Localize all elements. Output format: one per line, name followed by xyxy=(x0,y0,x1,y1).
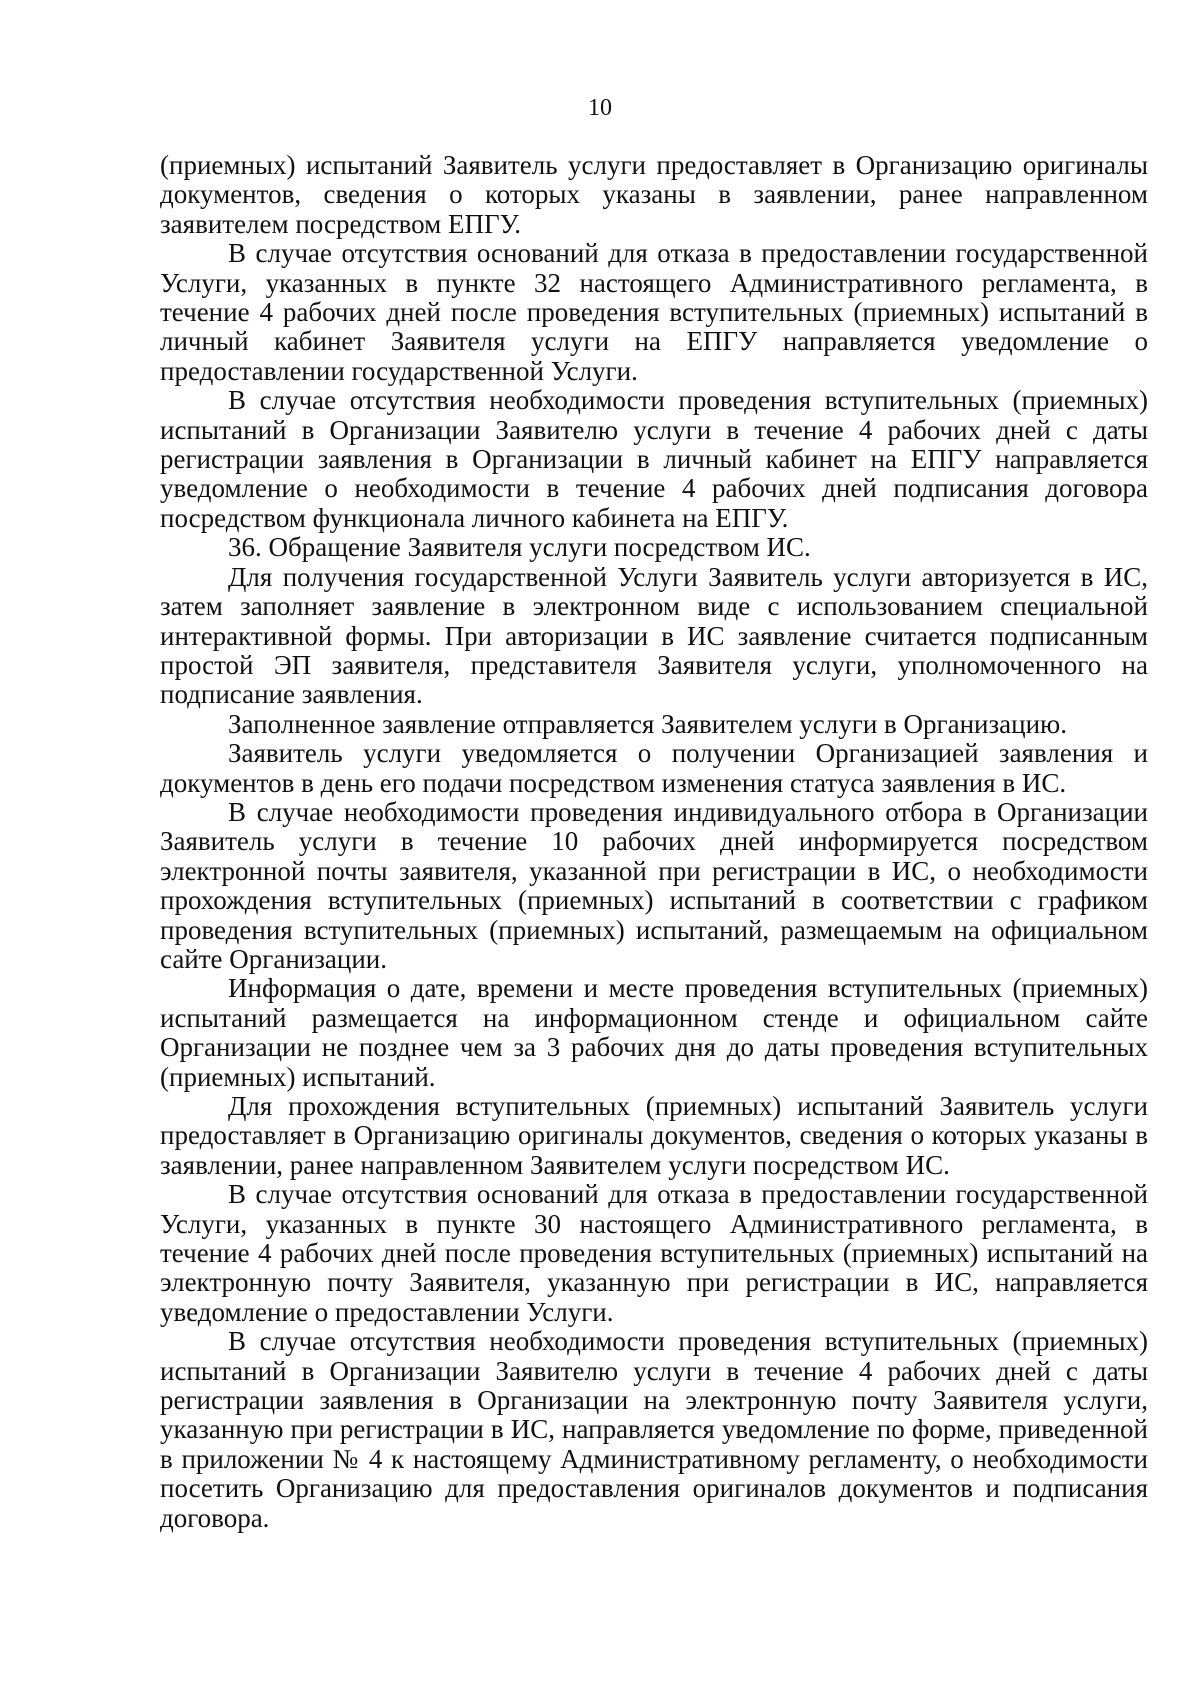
paragraph-no-grounds-refusal-epgu: В случае отсутствия оснований для отказа в предоставлении государственной Услуги, указанных в пункте 32 настоящего Административного регламента, в течение 4 рабочих дней после проведения вступительных (приемных) испытаний в личный кабинет Заявителя услуги на ЕПГУ направляется уведомление о предоставлении государственной Услуги. xyxy=(160,238,1148,386)
paragraph-item-36-heading: 36. Обращение Заявителя услуги посредством ИС. xyxy=(228,532,811,563)
paragraph-no-exams-is: В случае отсутствия необходимости проведения вступительных (приемных) испытаний в Организации Заявителю услуги в течение 4 рабочих дней с даты регистрации заявления в Организации на электронную почту Заявителя услуги, указанную при регистрации в ИС, направляется уведомление по форме, приведенной в приложении № 4 к настоящему Административному регламенту, о необходимости посетить Организацию для предоставления оригиналов документов и подписания договора. xyxy=(160,1326,1148,1533)
paragraph-authorization-is: Для получения государственной Услуги Заявитель услуги авторизуется в ИС, затем заполняет заявление в электронном виде с использованием специальной интерактивной формы. При авторизации в ИС заявление считается подписанным простой ЭП заявителя, представителя Заявителя услуги, уполномоченного на подписание заявления. xyxy=(160,561,1148,710)
paragraph-application-sent: Заполненное заявление отправляется Заявителем услуги в Организацию. xyxy=(228,708,1067,739)
paragraph-no-grounds-refusal-is: В случае отсутствия оснований для отказа в предоставлении государственной Услуги, указанных в пункте 30 настоящего Административного регламента, в течение 4 рабочих дней после проведения вступительных (приемных) испытаний на электронную почту Заявителя, указанную при регистрации в ИС, направляется уведомление о предоставлении Услуги. xyxy=(160,1179,1148,1327)
document-body xyxy=(160,151,1148,1533)
paragraph-no-exams-epgu: В случае отсутствия необходимости проведения вступительных (приемных) испытаний в Организации Заявителю услуги в течение 4 рабочих дней с даты регистрации заявления в Организации в личный кабинет на ЕПГУ направляется уведомление о необходимости в течение 4 рабочих дней подписания договора посредством функционала личного кабинета на ЕПГУ. xyxy=(160,385,1148,533)
page-number: 10 xyxy=(588,95,612,121)
paragraph-exam-information: Информация о дате, времени и месте проведения вступительных (приемных) испытаний размещается на информационном стенде и официальном сайте Организации не позднее чем за 3 рабочих дня до даты проведения вступительных (приемных) испытаний. xyxy=(160,973,1148,1092)
paragraph-individual-selection: В случае необходимости проведения индивидуального отбора в Организации Заявитель услуги в течение 10 рабочих дней информируется посредством электронной почты заявителя, указанной при регистрации в ИС, о необходимости прохождения вступительных (приемных) испытаний в соответствии с графиком проведения вступительных (приемных) испытаний, размещаемым на официальном сайте Организации. xyxy=(160,796,1148,974)
paragraph-notification-receipt: Заявитель услуги уведомляется о получении Организацией заявления и документов в день его подачи посредством изменения статуса заявления в ИС. xyxy=(160,738,1148,798)
paragraph-originals-submission: Для прохождения вступительных (приемных) испытаний Заявитель услуги предоставляет в Организацию оригиналы документов, сведения о которых указаны в заявлении, ранее направленном Заявителем услуги посредством ИС. xyxy=(160,1091,1148,1180)
paragraph-continuation: (приемных) испытаний Заявитель услуги предоставляет в Организацию оригиналы документов, сведения о которых указаны в заявлении, ранее направленном заявителем посредством ЕПГУ. xyxy=(160,150,1148,239)
